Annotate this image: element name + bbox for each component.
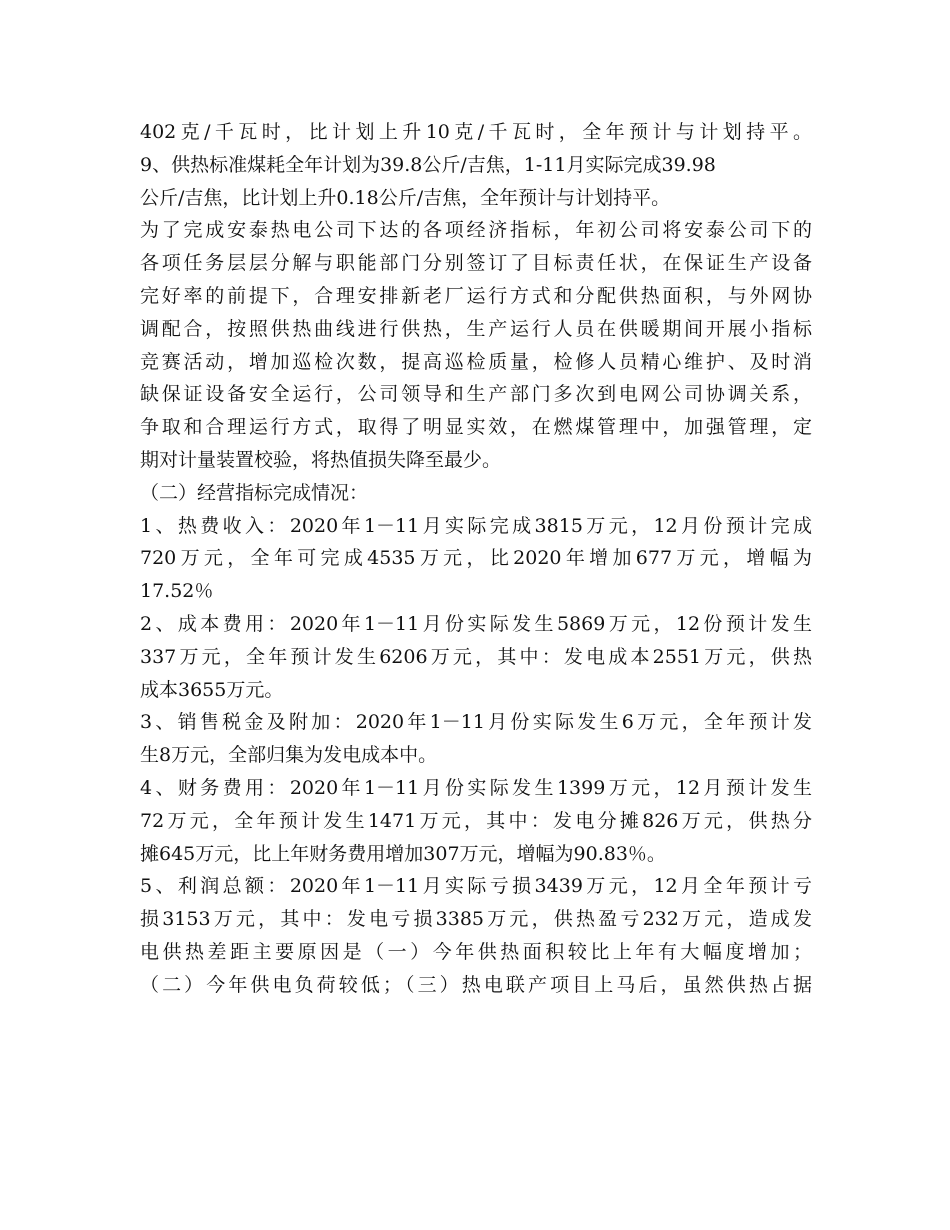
text-line: 5、利润总额：2020年1－11月实际亏损3439万元，12月全年预计亏 <box>140 875 812 898</box>
text-line: 调配合，按照供热曲线进行供热，生产运行人员在供暖期间开展小指标 <box>140 317 812 340</box>
text-line: 竞赛活动，增加巡检次数，提高巡检质量，检修人员精心维护、及时消 <box>140 350 812 373</box>
text-line: （二）今年供电负荷较低；（三）热电联产项目上马后，虽然供热占据 <box>140 973 812 996</box>
document-body <box>140 116 812 1002</box>
text-line: 缺保证设备安全运行，公司领导和生产部门多次到电网公司协调关系， <box>140 383 812 406</box>
text-line: 3、销售税金及附加：2020年1－11月份实际发生6万元，全年预计发 <box>140 711 812 734</box>
text-line: 1、热费收入：2020年1－11月实际完成3815万元，12月份预计完成 <box>140 514 812 537</box>
text-line: 生8万元，全部归集为发电成本中。 <box>140 744 438 767</box>
text-line: 402克/千瓦时，比计划上升10克/千瓦时，全年预计与计划持平。 <box>140 121 812 143</box>
text-line: 337万元，全年预计发生6206万元，其中：发电成本2551万元，供热 <box>140 645 812 668</box>
text-line: 期对计量装置校验，将热值损失降至最少。 <box>140 448 502 471</box>
text-line: 争取和合理运行方式，取得了明显实效，在燃煤管理中，加强管理，定 <box>140 416 812 439</box>
text-line: 为了完成安泰热电公司下达的各项经济指标，年初公司将安泰公司下的 <box>140 219 812 242</box>
text-line: 电供热差距主要原因是（一）今年供热面积较比上年有大幅度增加； <box>140 940 812 963</box>
text-line: 72万元，全年预计发生1471万元，其中：发电分摊826万元，供热分 <box>140 809 812 832</box>
text-line: 完好率的前提下，合理安排新老厂运行方式和分配供热面积，与外网协 <box>140 284 812 307</box>
text-line: 720万元，全年可完成4535万元，比2020年增加677万元，增幅为 <box>140 547 812 570</box>
text-line: 公斤/吉焦，比计划上升0.18公斤/吉焦，全年预计与计划持平。 <box>140 186 671 209</box>
text-line: 成本3655万元。 <box>140 678 284 701</box>
text-line: 损3153万元，其中：发电亏损3385万元，供热盈亏232万元，造成发 <box>140 908 812 931</box>
text-line: 4、财务费用：2020年1－11月份实际发生1399万元，12月预计发生 <box>140 776 812 799</box>
text-line: 9、供热标准煤耗全年计划为39.8公斤/吉焦，1-11月实际完成39.98 <box>140 153 716 176</box>
text-line: 各项任务层层分解与职能部门分别签订了目标责任状，在保证生产设备 <box>140 252 812 275</box>
text-line: 2、成本费用：2020年1－11月份实际发生5869万元，12份预计发生 <box>140 612 812 635</box>
section-heading: （二）经营指标完成情况： <box>140 481 369 504</box>
text-line: 摊645万元，比上年财务费用增加307万元，增幅为90.83％。 <box>140 842 666 865</box>
text-line: 17.52％ <box>140 580 214 603</box>
